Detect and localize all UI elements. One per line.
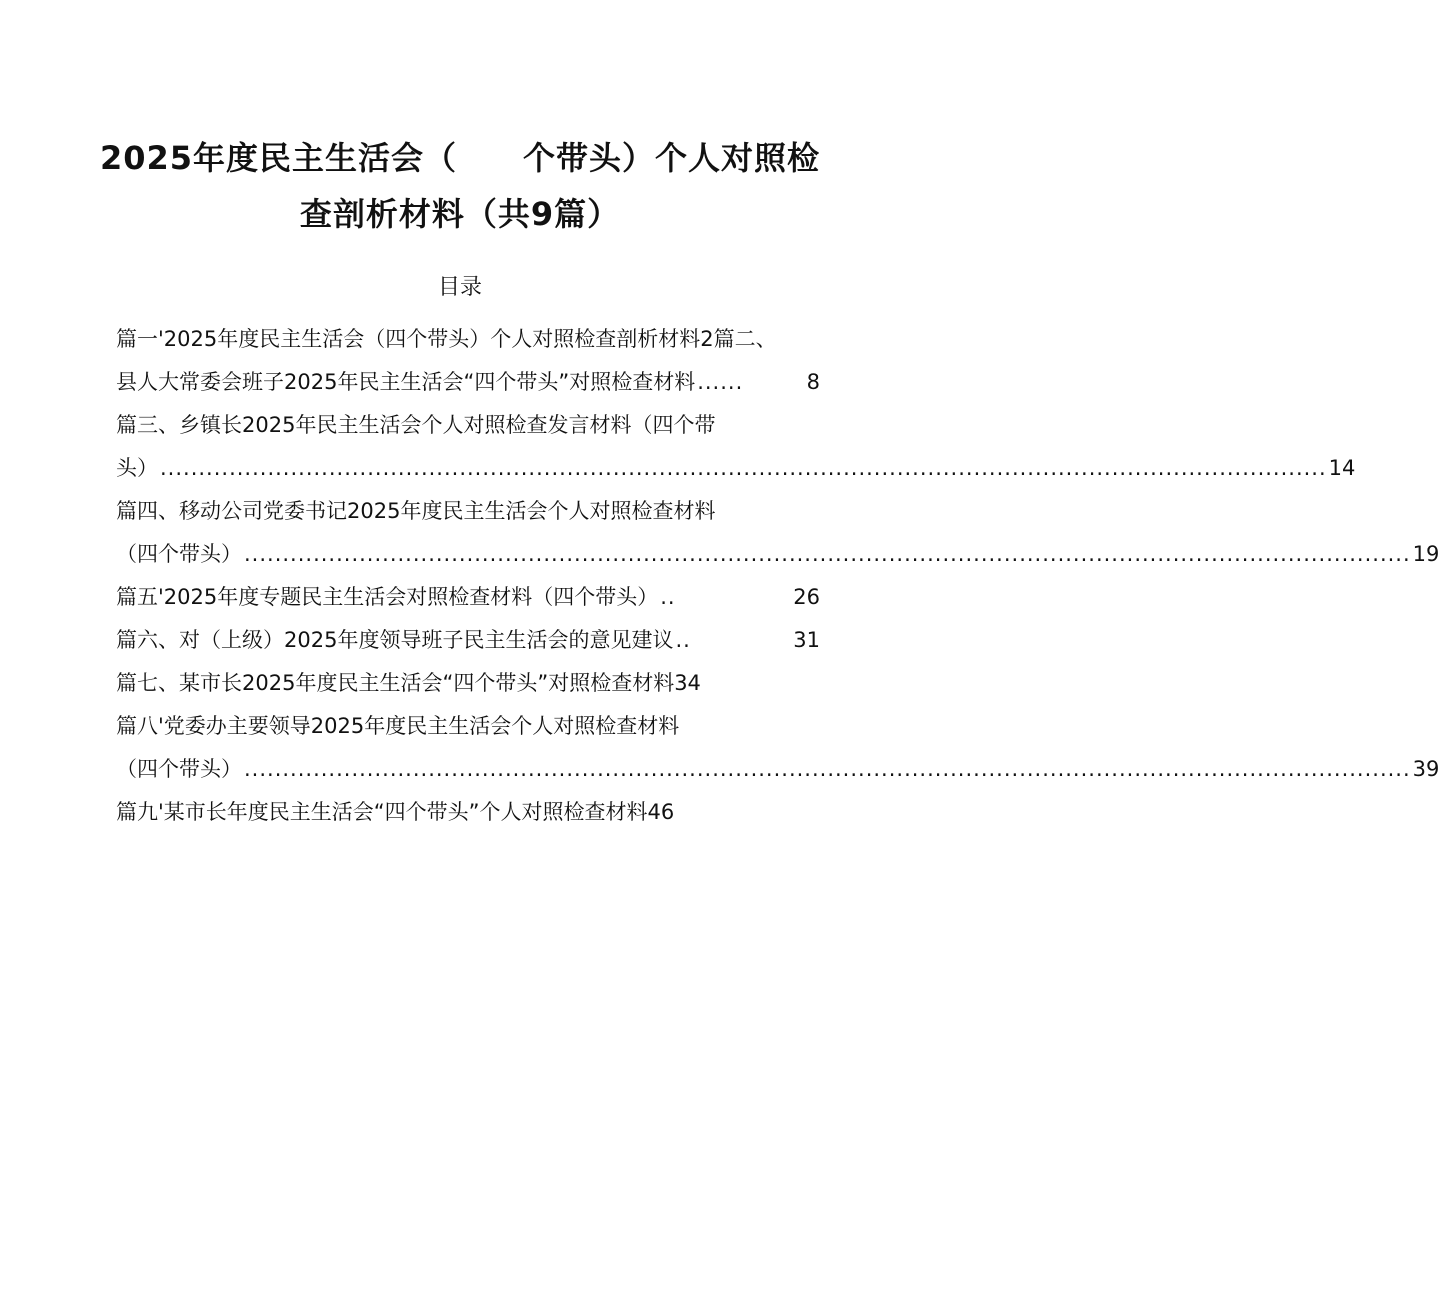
toc-line[interactable] [116, 404, 820, 447]
toc-heading: 目录 [437, 275, 482, 300]
toc-leader: ........................................................................................................................................................ [244, 757, 1411, 781]
toc-line-text: 头） [116, 456, 158, 480]
toc-page-number: 31 [793, 628, 820, 652]
toc-line[interactable] [116, 361, 820, 404]
toc-line[interactable] [116, 662, 820, 705]
toc-line-text: 篇九'某市长年度民主生活会“四个带头”个人对照检查材料46 [116, 800, 675, 824]
toc-page-number: 26 [793, 585, 820, 609]
toc-leader: ........................................................................................................................................................ [160, 456, 1327, 480]
toc-line-text: 篇一'2025年度民主生活会（四个带头）个人对照检查剖析材料2篇二、 [116, 327, 777, 351]
toc-line-text: 篇八'党委办主要领导2025年度民主生活会个人对照检查材料 [116, 714, 680, 738]
toc-line[interactable] [116, 533, 1439, 576]
toc-page-number: 8 [806, 370, 820, 394]
toc-line[interactable] [116, 490, 820, 533]
toc-line-text: （四个带头） [116, 757, 242, 781]
toc-line-text: （四个带头） [116, 542, 242, 566]
toc-line-text: 篇五'2025年度专题民主生活会对照检查材料（四个带头） [116, 585, 659, 609]
toc-line[interactable] [116, 576, 820, 619]
toc-line-text: 篇四、移动公司党委书记2025年度民主生活会个人对照检查材料 [116, 499, 716, 523]
toc-line[interactable] [116, 619, 820, 662]
toc-line[interactable] [116, 447, 1356, 490]
toc-line-text: 篇六、对（上级）2025年度领导班子民主生活会的意见建议 [116, 628, 674, 652]
toc-page-number: 14 [1328, 456, 1356, 480]
toc-page-number: 39 [1412, 757, 1439, 781]
toc-line-text: 篇七、某市长2025年度民主生活会“四个带头”对照检查材料34 [116, 671, 701, 695]
toc-leader: ........................................................................................................................................................ [244, 542, 1411, 566]
toc-leader: .. [675, 628, 691, 652]
toc-line[interactable] [116, 318, 820, 361]
toc-line-text: 篇三、乡镇长2025年民主生活会个人对照检查发言材料（四个带 [116, 413, 716, 437]
table-of-contents [116, 318, 1439, 834]
document-title-line-1: 2025年度民主生活会（ 个带头）个人对照检 [99, 139, 821, 177]
toc-line[interactable] [116, 748, 1439, 791]
toc-leader: ...... [697, 370, 744, 394]
toc-line-text: 县人大常委会班子2025年民主生活会“四个带头”对照检查材料 [116, 370, 696, 394]
toc-line[interactable] [116, 791, 820, 834]
toc-page-number: 19 [1412, 542, 1439, 566]
toc-line[interactable] [116, 705, 820, 748]
document-title-line-2: 查剖析材料（共9篇） [299, 195, 621, 233]
toc-leader: .. [660, 585, 676, 609]
